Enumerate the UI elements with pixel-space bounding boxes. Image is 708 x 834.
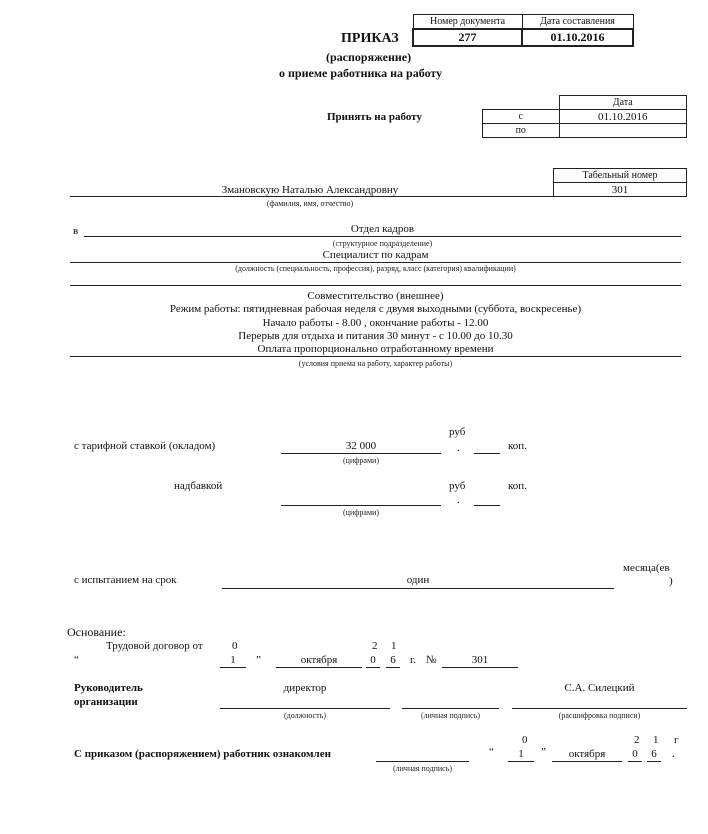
tab-number-value[interactable]: 301 xyxy=(554,183,687,197)
ack-month-line xyxy=(552,761,622,762)
department-value[interactable]: Отдел кадров xyxy=(350,223,415,235)
salary-dot: . xyxy=(457,442,460,454)
contract-day-line xyxy=(220,667,246,668)
order-subject: о приеме работника на работу xyxy=(279,66,443,80)
bonus-value-line xyxy=(281,505,441,506)
manager-position[interactable]: директор xyxy=(283,682,327,694)
conditions-line-3[interactable]: Начало работы - 8.00 , окончание работы - 12.00 xyxy=(262,317,489,329)
contract-label: Трудовой договор от xyxy=(106,640,203,652)
tab-number-table xyxy=(553,168,687,197)
doc-number-label: Номер документа xyxy=(413,15,522,29)
doc-number-table xyxy=(412,14,634,47)
contract-day[interactable]: 1 xyxy=(230,654,236,666)
contract-year-bot-1[interactable]: 0 xyxy=(370,654,376,666)
salary-rub-label: руб xyxy=(449,426,466,438)
doc-date-label: Дата составления xyxy=(522,15,633,29)
hire-date-table xyxy=(482,95,687,138)
hire-from-label: с xyxy=(483,110,560,124)
contract-open-quote: “ xyxy=(74,654,79,666)
ack-year-bot-1[interactable]: 0 xyxy=(632,748,638,760)
bonus-dot: . xyxy=(457,494,460,506)
manager-signature-caption: (личная подпись) xyxy=(420,711,481,720)
contract-close-quote: ” xyxy=(256,654,261,666)
contract-year-line-2 xyxy=(386,667,400,668)
conditions-line-2[interactable]: Режим работы: пятидневная рабочая неделя с двумя выходными (суббота, воскресенье) xyxy=(169,303,582,315)
position-caption: (должность (специальность, профессия), разряд, класс (категория) квалификации) xyxy=(235,264,516,273)
ack-day[interactable]: 1 xyxy=(518,748,524,760)
hire-to-value[interactable] xyxy=(559,124,687,138)
ack-close-quote: ” xyxy=(541,746,546,758)
position-value[interactable]: Специалист по кадрам xyxy=(322,249,429,261)
hire-date-header: Дата xyxy=(559,96,687,110)
bonus-rub-label: руб xyxy=(449,480,466,492)
employee-name-line xyxy=(70,196,686,197)
ack-day-line xyxy=(508,761,534,762)
basis-label: Основание: xyxy=(67,625,126,639)
contract-year-top-2: 1 xyxy=(391,640,397,652)
doc-number-value[interactable]: 277 xyxy=(413,29,522,46)
position-line-2 xyxy=(70,285,681,286)
manager-signature-line[interactable] xyxy=(402,708,499,709)
conditions-line xyxy=(70,356,681,357)
ack-year-line-1 xyxy=(628,761,642,762)
manager-label-line-1: Руководитель xyxy=(74,682,143,694)
manager-name-line xyxy=(512,708,687,709)
salary-digits-caption: (цифрами) xyxy=(343,456,379,465)
salary-value-line xyxy=(281,453,441,454)
ack-year-top-1: 2 xyxy=(634,734,640,746)
bonus-kop-label: коп. xyxy=(508,480,527,492)
contract-number-label: № xyxy=(426,654,437,666)
department-prefix: в xyxy=(73,225,79,237)
ack-year-bot-suffix: . xyxy=(672,748,675,760)
manager-name[interactable]: С.А. Силецкий xyxy=(564,682,635,694)
tab-number-label: Табельный номер xyxy=(554,169,687,183)
department-line xyxy=(84,236,681,237)
manager-position-line xyxy=(220,708,390,709)
ack-year-top-suffix: г xyxy=(674,734,679,746)
conditions-caption: (условия приема на работу, характер работы) xyxy=(298,359,453,368)
contract-year-top-1: 2 xyxy=(372,640,378,652)
contract-day-top: 0 xyxy=(232,640,238,652)
order-subtitle: (распоряжение) xyxy=(326,50,412,64)
employee-name-caption: (фамилия, имя, отчество) xyxy=(266,199,354,208)
hire-label: Принять на работу xyxy=(327,111,422,123)
department-caption: (структурное подразделение) xyxy=(332,239,433,248)
ack-year-top-2: 1 xyxy=(653,734,659,746)
ack-signature-line[interactable] xyxy=(376,761,469,762)
position-line xyxy=(70,262,681,263)
manager-name-caption: (расшифровка подписи) xyxy=(558,711,641,720)
ack-year-line-2 xyxy=(647,761,661,762)
ack-month[interactable]: октября xyxy=(568,748,606,760)
probation-value[interactable]: один xyxy=(406,574,430,586)
contract-year-bot-2[interactable]: 6 xyxy=(390,654,396,666)
bonus-digits-caption: (цифрами) xyxy=(343,508,379,517)
hire-to-label: по xyxy=(483,124,560,138)
salary-value[interactable]: 32 000 xyxy=(345,440,377,452)
contract-number[interactable]: 301 xyxy=(471,654,489,666)
employee-name[interactable]: Змановскую Наталью Александровну xyxy=(221,184,399,196)
probation-unit-line-1: месяца(ев xyxy=(623,562,670,574)
probation-line xyxy=(222,588,614,589)
probation-label: с испытанием на срок xyxy=(74,574,177,586)
probation-unit-line-2: ) xyxy=(669,575,673,587)
contract-month[interactable]: октября xyxy=(300,654,338,666)
contract-year-suffix: г. xyxy=(410,654,417,666)
salary-label: с тарифной ставкой (окладом) xyxy=(74,440,216,452)
salary-kop-label: коп. xyxy=(508,440,527,452)
manager-position-caption: (должность) xyxy=(284,711,326,720)
bonus-label: надбавкой xyxy=(174,480,223,492)
ack-label: С приказом (распоряжением) работник ознакомлен xyxy=(74,748,331,760)
conditions-line-1[interactable]: Совместительство (внешнее) xyxy=(307,290,444,302)
manager-label-line-2: организации xyxy=(74,696,138,708)
ack-year-bot-2[interactable]: 6 xyxy=(651,748,657,760)
doc-date-value[interactable]: 01.10.2016 xyxy=(522,29,633,46)
salary-kop-line[interactable] xyxy=(474,453,500,454)
hire-from-value[interactable]: 01.10.2016 xyxy=(559,110,687,124)
conditions-line-5[interactable]: Оплата пропорционально отработанному времени xyxy=(257,343,494,355)
order-title: ПРИКАЗ xyxy=(341,31,399,46)
conditions-line-4[interactable]: Перерыв для отдыха и питания 30 минут - с 10.00 до 10.30 xyxy=(238,330,513,342)
ack-open-quote: “ xyxy=(489,746,494,758)
ack-signature-caption: (личная подпись) xyxy=(392,764,453,773)
hire-date-header-empty xyxy=(483,96,560,110)
contract-month-line xyxy=(276,667,362,668)
ack-day-top: 0 xyxy=(522,734,528,746)
contract-number-line xyxy=(442,667,518,668)
contract-year-line-1 xyxy=(366,667,380,668)
bonus-kop-line[interactable] xyxy=(474,505,500,506)
